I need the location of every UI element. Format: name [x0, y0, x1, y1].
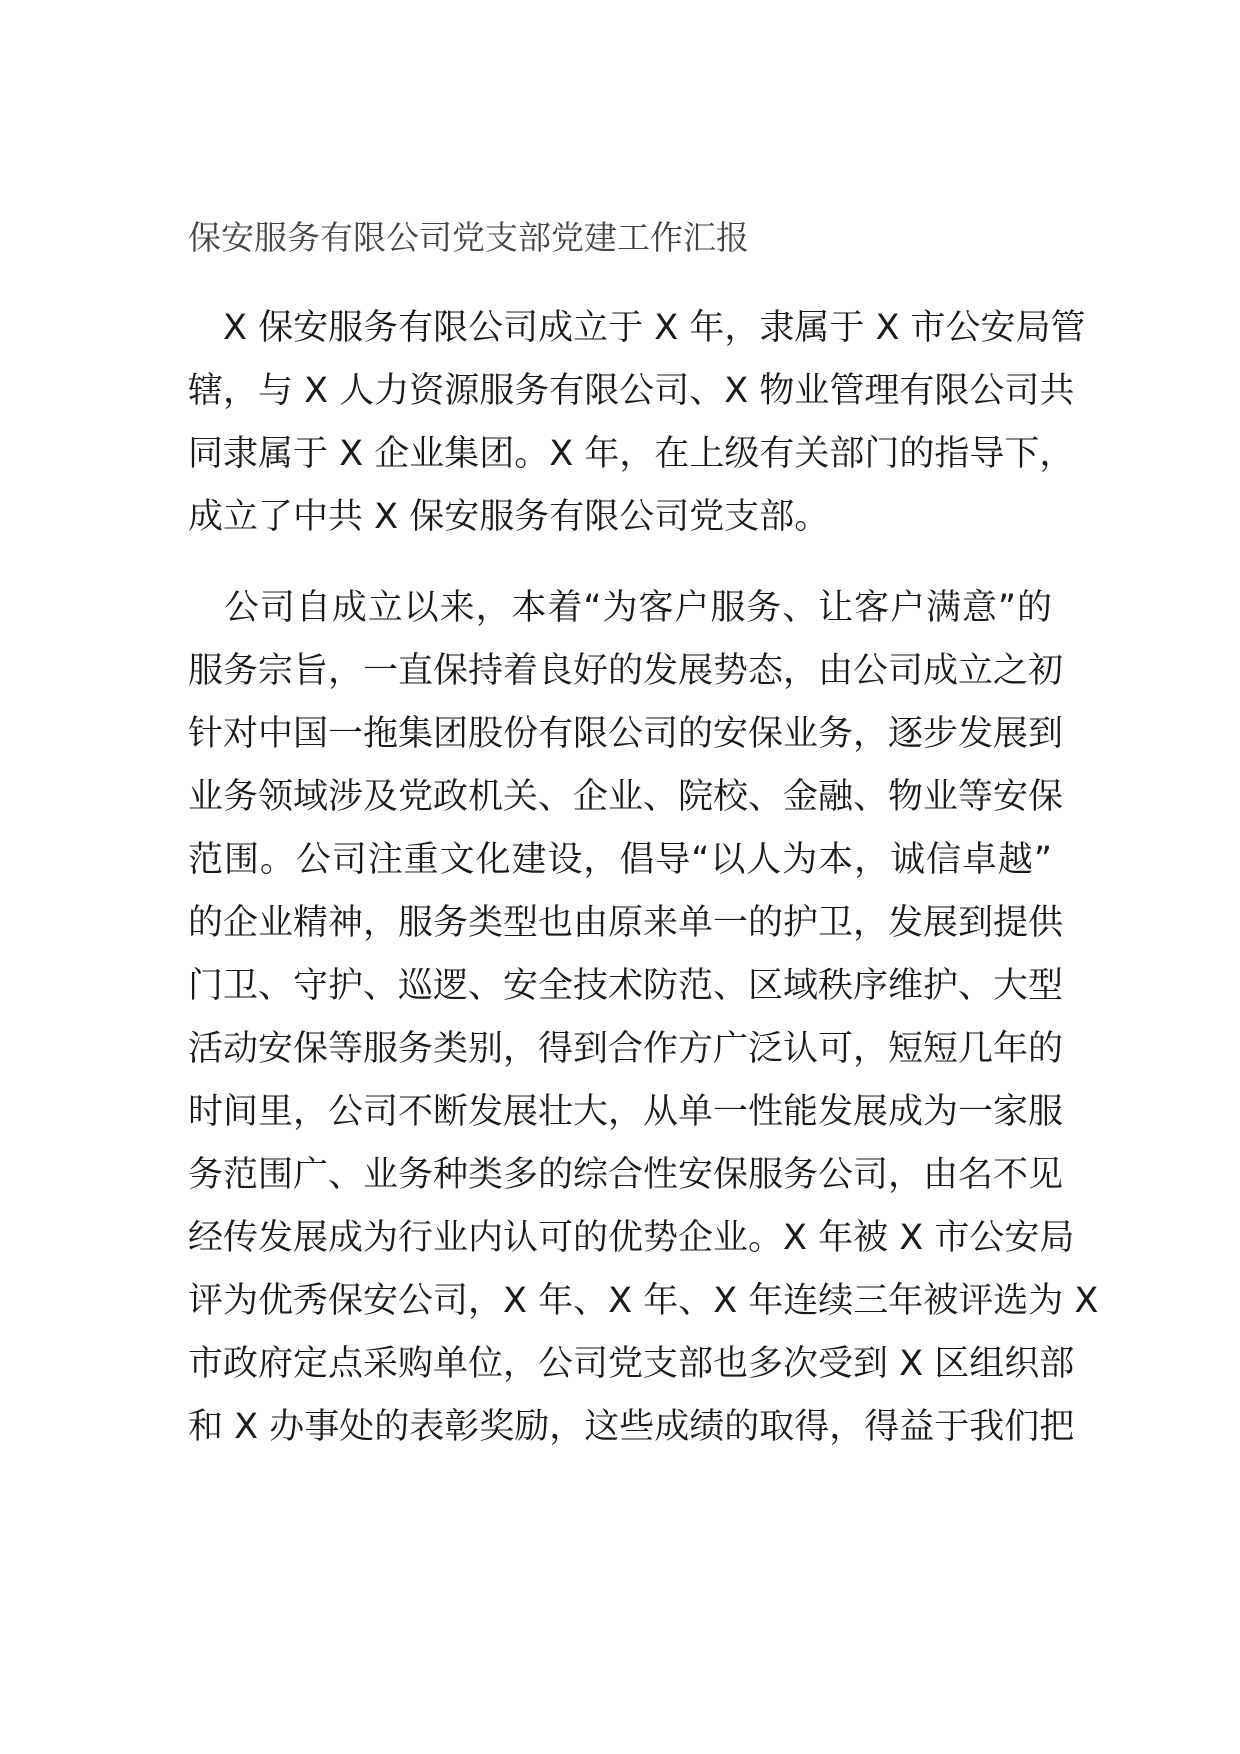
paragraph-1-line-4: 成立了中共 X 保安服务有限公司党支部。 — [188, 497, 830, 537]
paragraph-2-line-2: 服务宗旨，一直保持着良好的发展势态，由公司成立之初 — [188, 651, 1064, 691]
paragraph-2-line-10: 务范围广、业务种类多的综合性安保服务公司，由名不见 — [188, 1155, 1064, 1195]
document-title: 保安服务有限公司党支部党建工作汇报 — [188, 218, 749, 257]
paragraph-2-line-13: 市政府定点采购单位，公司党支部也多次受到 X 区组织部 — [188, 1344, 1075, 1384]
paragraph-2-line-8: 活动安保等服务类别，得到合作方广泛认可，短短几年的 — [188, 1029, 1064, 1069]
paragraph-2-line-5: 范围。公司注重文化建设，倡导“以人为本，诚信卓越” — [188, 840, 1052, 880]
paragraph-1-line-1: X 保安服务有限公司成立于 X 年，隶属于 X 市公安局管 — [188, 308, 1086, 348]
paragraph-2-line-14: 和 X 办事处的表彰奖励，这些成绩的取得，得益于我们把 — [188, 1407, 1075, 1447]
paragraph-2-line-1: 公司自成立以来，本着“为客户服务、让客户满意”的 — [188, 588, 1052, 628]
paragraph-2-line-9: 时间里，公司不断发展壮大，从单一性能发展成为一家服 — [188, 1092, 1064, 1132]
paragraph-1-line-3: 同隶属于 X 企业集团。X 年，在上级有关部门的指导下， — [188, 434, 1075, 474]
paragraph-2-line-3: 针对中国一拖集团股份有限公司的安保业务，逐步发展到 — [188, 714, 1064, 754]
paragraph-2-line-6: 的企业精神，服务类型也由原来单一的护卫，发展到提供 — [188, 903, 1064, 943]
paragraph-2-line-11: 经传发展成为行业内认可的优势企业。X 年被 X 市公安局 — [188, 1218, 1075, 1258]
paragraph-1-line-2: 辖，与 X 人力资源服务有限公司、X 物业管理有限公司共 — [188, 371, 1075, 411]
paragraph-2-line-7: 门卫、守护、巡逻、安全技术防范、区域秩序维护、大型 — [188, 966, 1064, 1006]
paragraph-2-line-12: 评为优秀保安公司，X 年、X 年、X 年连续三年被评选为 X — [188, 1281, 1099, 1321]
paragraph-2-line-4: 业务领域涉及党政机关、企业、院校、金融、物业等安保 — [188, 777, 1064, 817]
